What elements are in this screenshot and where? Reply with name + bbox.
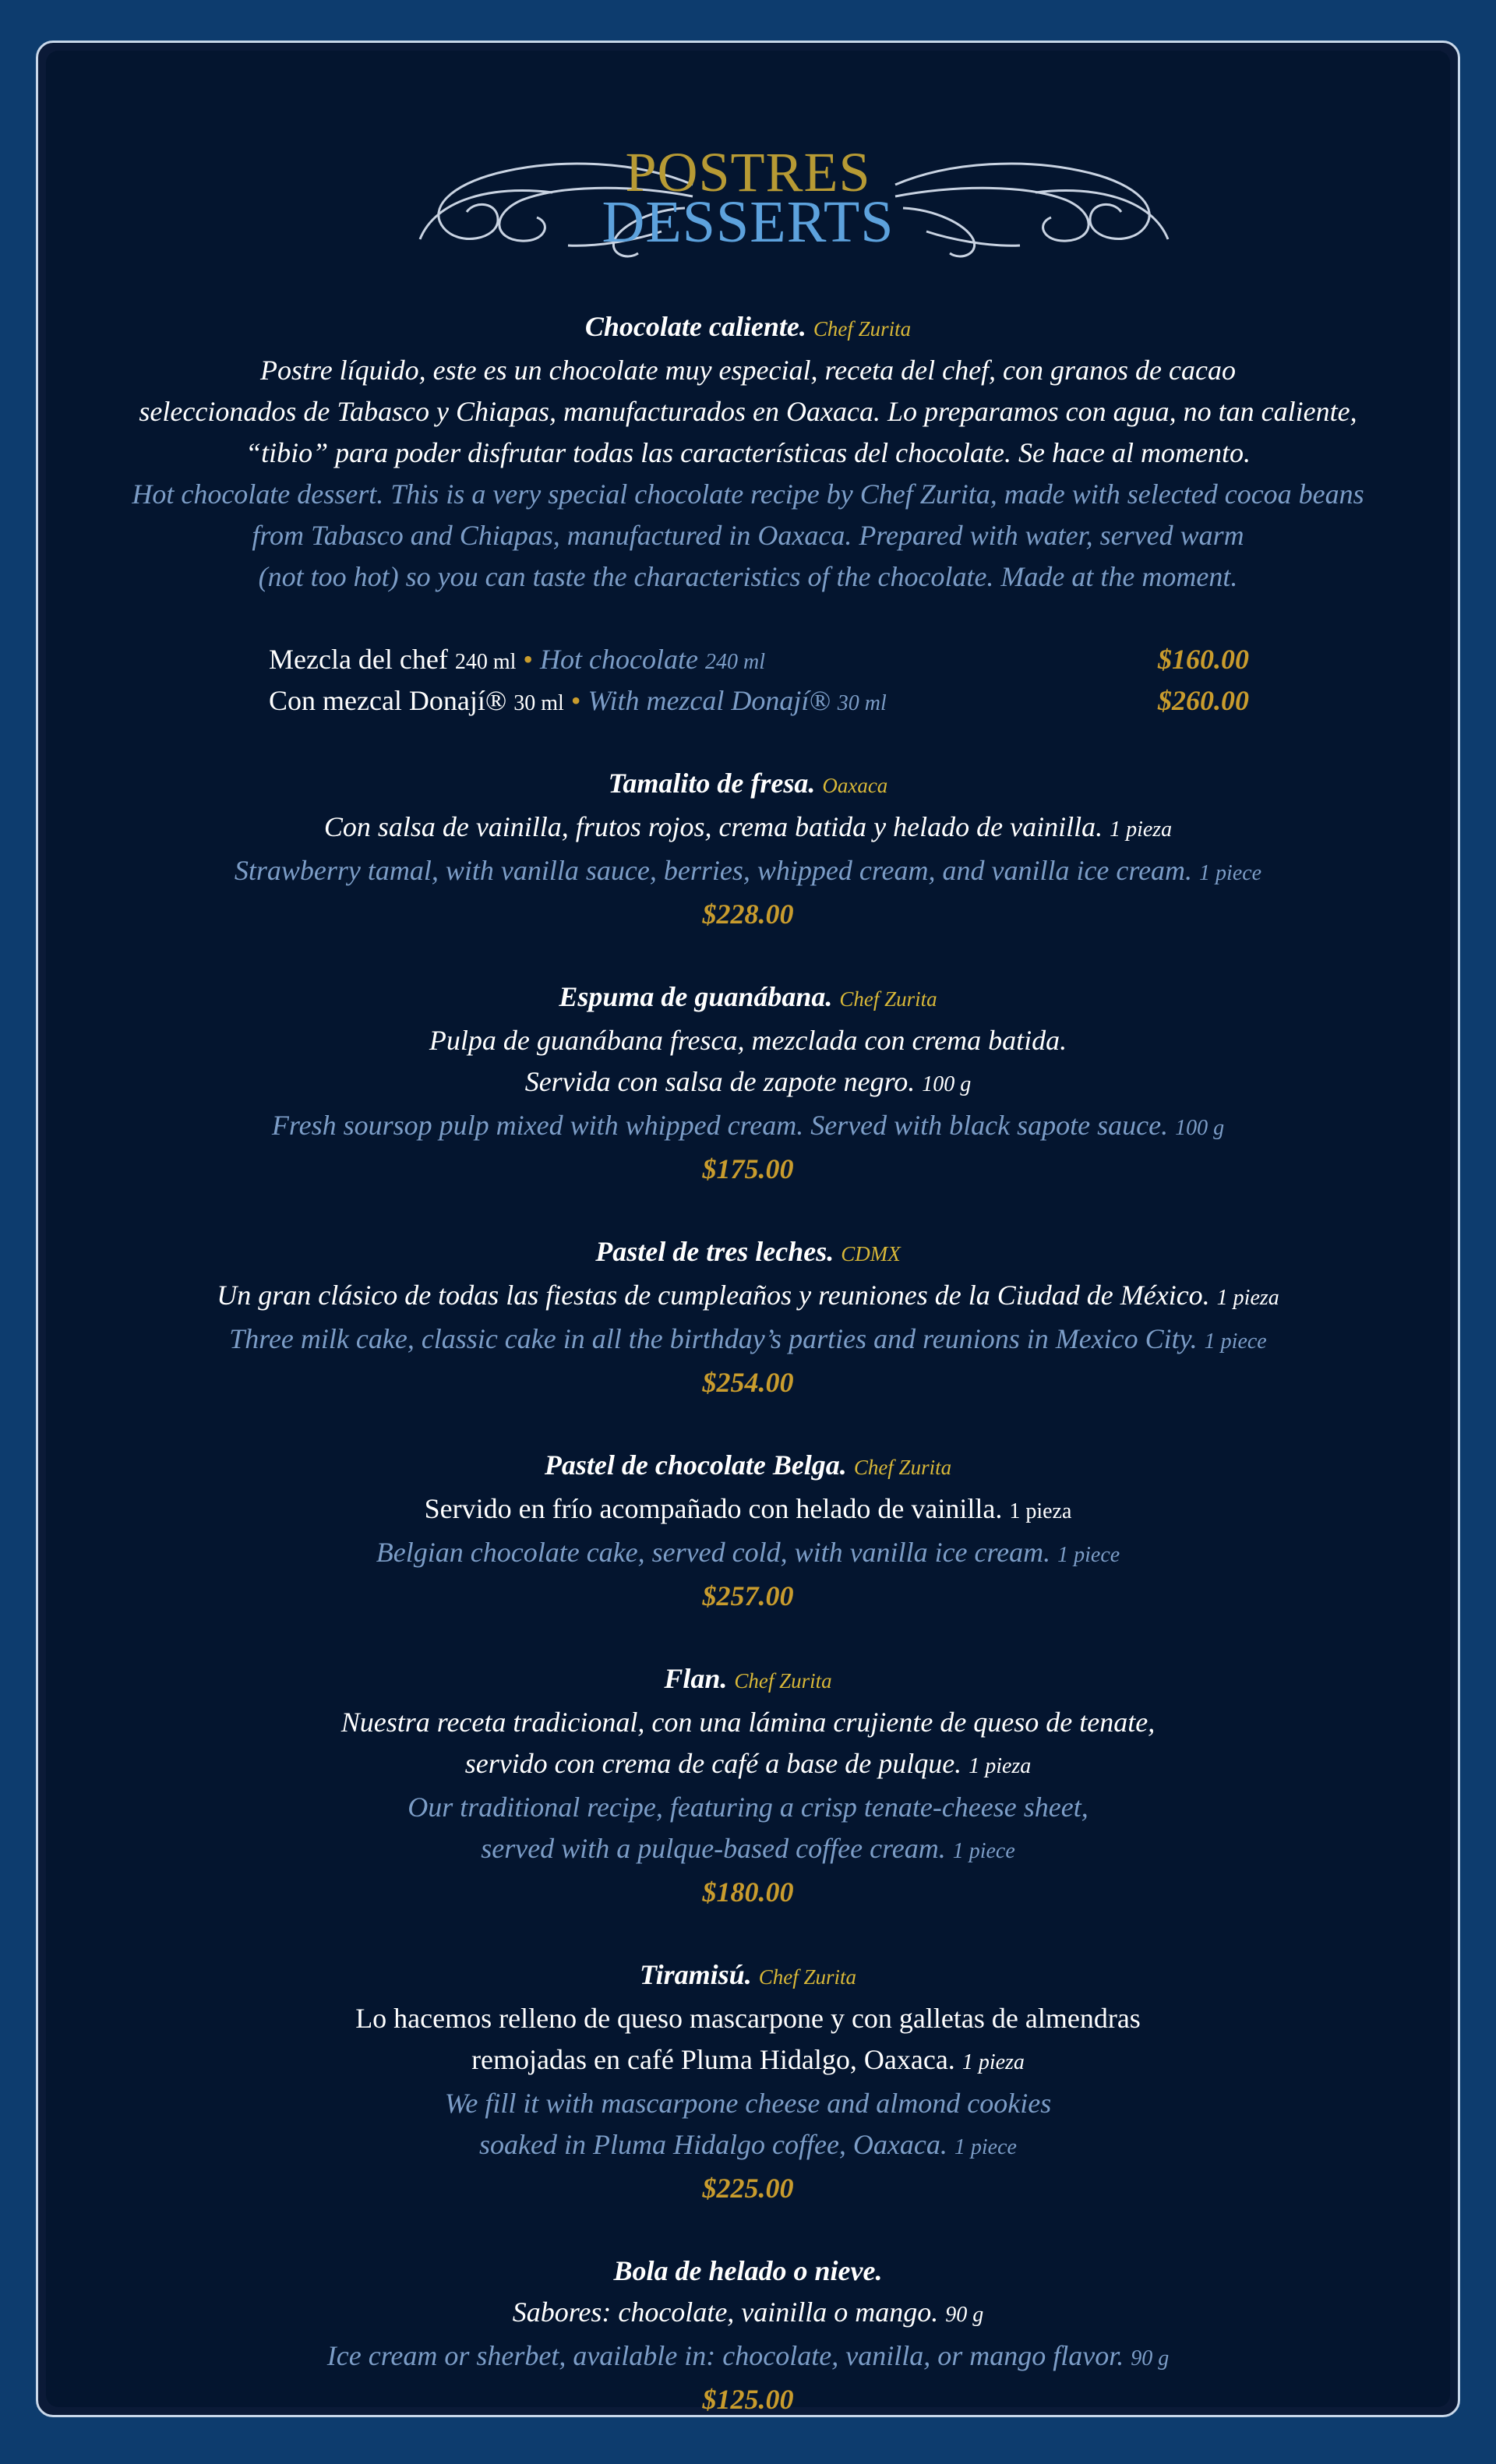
item-price: $228.00: [702, 898, 794, 930]
menu-header: [46, 99, 1450, 270]
menu-item: [46, 1658, 1450, 1913]
item-heading: [46, 1954, 1450, 1998]
variant-description: [269, 680, 887, 724]
item-price: $225.00: [702, 2173, 794, 2204]
portion-size: 1 piece: [952, 1839, 1015, 1863]
item-description-en: Hot chocolate dessert. This is a very special chocolate recipe by Chef Zurita, made with selected cocoa beans: [132, 478, 1364, 510]
item-heading: [46, 1231, 1450, 1275]
menu-item: [46, 1231, 1450, 1403]
item-description-en: [46, 2335, 1450, 2379]
item-description-en: [46, 1105, 1450, 1149]
item-description-es: [46, 2039, 1450, 2083]
item-heading: [46, 306, 1450, 350]
item-name: Espuma de guanábana.: [559, 981, 833, 1012]
description-text: soaked in Pluma Hidalgo coffee, Oaxaca.: [479, 2129, 947, 2160]
item-description-en: [46, 1532, 1450, 1576]
item-description-en: [46, 1828, 1450, 1872]
item-origin: CDMX: [841, 1242, 901, 1266]
item-price: $257.00: [702, 1580, 794, 1611]
description-text: servido con crema de café a base de pulque.: [464, 1748, 962, 1779]
item-heading: [46, 763, 1450, 807]
title-english: DESSERTS: [602, 189, 894, 255]
item-description-en: from Tabasco and Chiapas, manufactured in Oaxaca. Prepared with water, served warm: [252, 520, 1244, 551]
portion-size: 1 pieza: [1110, 817, 1173, 842]
description-text: Sabores: chocolate, vainilla o mango.: [512, 2296, 939, 2328]
portion-size: 1 pieza: [961, 2050, 1025, 2074]
item-description-en: [46, 850, 1450, 894]
item-heading: [46, 1658, 1450, 1702]
item-description-en: [46, 1318, 1450, 1362]
menu-item: [46, 306, 1450, 598]
item-origin: Chef Zurita: [758, 1965, 856, 1989]
variant-name-es: Mezcla del chef: [269, 644, 448, 675]
item-name: Pastel de chocolate Belga.: [544, 1449, 847, 1481]
item-name: Bola de helado o nieve.: [613, 2255, 883, 2286]
menu-item: [46, 976, 1450, 1190]
item-heading: [46, 976, 1450, 1020]
portion-size: 1 piece: [1199, 861, 1262, 885]
description-text: Belgian chocolate cake, served cold, with vanilla ice cream.: [376, 1537, 1051, 1568]
portion-size: 100 g: [922, 1072, 972, 1096]
variant-price: $160.00: [1158, 644, 1249, 675]
item-description-es: Lo hacemos relleno de queso mascarpone y con galletas de almendras: [355, 2003, 1141, 2034]
item-description-es: [46, 2292, 1450, 2335]
item-name: Chocolate caliente.: [584, 311, 806, 342]
item-description-es: [46, 1061, 1450, 1105]
description-text: Three milk cake, classic cake in all the birthday’s parties and reunions in Mexico City.: [229, 1323, 1198, 1354]
item-description-en: [46, 2124, 1450, 2168]
menu-frame: [36, 41, 1460, 2417]
item-origin: Chef Zurita: [839, 987, 937, 1011]
variant-unit-en: 30 ml: [837, 691, 887, 715]
item-description-es: Postre líquido, este es un chocolate muy especial, receta del chef, con granos de cacao: [260, 355, 1236, 386]
item-origin: Chef Zurita: [853, 1456, 952, 1479]
description-text: remojadas en café Pluma Hidalgo, Oaxaca.: [471, 2044, 955, 2075]
description-text: Strawberry tamal, with vanilla sauce, berries, whipped cream, and vanilla ice cream.: [234, 855, 1193, 886]
item-price: $180.00: [702, 1876, 794, 1908]
bullet-icon: •: [523, 644, 534, 675]
item-price: $254.00: [702, 1367, 794, 1398]
title-spanish: POSTRES: [625, 141, 871, 203]
menu-item: [46, 2250, 1450, 2420]
item-description-es: [46, 1275, 1450, 1318]
item-description-es: Nuestra receta tradicional, con una lámina crujiente de queso de tenate,: [340, 1707, 1156, 1738]
item-origin: Oaxaca: [822, 774, 888, 797]
item-description-es: [46, 1743, 1450, 1787]
portion-size: 1 piece: [1204, 1329, 1267, 1354]
item-description-es: [46, 807, 1450, 850]
item-description-es: Pulpa de guanábana fresca, mezclada con crema batida.: [429, 1025, 1067, 1056]
menu-item: [46, 1954, 1450, 2209]
item-name: Tiramisú.: [640, 1959, 752, 1990]
variant-row: [46, 680, 1450, 722]
description-text: Servido en frío acompañado con helado de vainilla.: [424, 1493, 1003, 1524]
variant-price: $260.00: [1158, 685, 1249, 716]
item-price: $125.00: [702, 2384, 794, 2415]
item-description-en: We fill it with mascarpone cheese and almond cookies: [444, 2088, 1052, 2119]
variant-description: [269, 639, 765, 683]
item-description-en: (not too hot) so you can taste the characteristics of the chocolate. Made at the moment.: [258, 561, 1238, 592]
item-name: Tamalito de fresa.: [608, 768, 816, 799]
portion-size: 1 piece: [954, 2135, 1017, 2159]
item-origin: Chef Zurita: [813, 317, 912, 341]
variant-row: [46, 639, 1450, 680]
item-price: $175.00: [702, 1153, 794, 1184]
menu-content: [46, 306, 1450, 2462]
description-text: Un gran clásico de todas las fiestas de cumpleaños y reuniones de la Ciudad de México.: [217, 1280, 1210, 1311]
description-text: Ice cream or sherbet, available in: chocolate, vanilla, or mango flavor.: [326, 2340, 1124, 2371]
item-name: Flan.: [664, 1663, 728, 1694]
portion-size: 1 pieza: [969, 1754, 1032, 1778]
variant-name-en: Hot chocolate: [540, 644, 698, 675]
menu-item: [46, 1445, 1450, 1617]
variant-unit-es: 240 ml: [454, 650, 517, 674]
item-description-es: [46, 1488, 1450, 1532]
portion-size: 1 piece: [1057, 1543, 1120, 1567]
menu-item: [46, 763, 1450, 935]
portion-size: 1 pieza: [1216, 1286, 1279, 1310]
description-text: Fresh soursop pulp mixed with whipped cream. Served with black sapote sauce.: [271, 1110, 1169, 1141]
bullet-icon: •: [570, 685, 581, 716]
portion-size: 90 g: [945, 2303, 984, 2327]
item-name: Pastel de tres leches.: [595, 1236, 834, 1267]
description-text: Servida con salsa de zapote negro.: [524, 1066, 916, 1097]
variant-name-en: With mezcal Donají®: [587, 685, 831, 716]
item-description-en: Our traditional recipe, featuring a crisp tenate-cheese sheet,: [408, 1792, 1088, 1823]
item-description-es: seleccionados de Tabasco y Chiapas, manufacturados en Oaxaca. Lo preparamos con agua, no tan caliente,: [139, 396, 1357, 427]
portion-size: 1 pieza: [1009, 1499, 1072, 1523]
variant-name-es: Con mezcal Donají®: [269, 685, 507, 716]
description-text: served with a pulque-based coffee cream.: [481, 1833, 946, 1864]
portion-size: 100 g: [1175, 1116, 1225, 1140]
variant-unit-es: 30 ml: [513, 691, 564, 715]
item-origin: Chef Zurita: [734, 1669, 832, 1693]
variant-unit-en: 240 ml: [704, 650, 765, 674]
item-heading: [46, 1445, 1450, 1488]
menu-panel: [46, 51, 1450, 2415]
portion-size: 90 g: [1131, 2346, 1170, 2370]
description-text: Con salsa de vainilla, frutos rojos, crema batida y helado de vainilla.: [323, 811, 1103, 842]
item-heading: [46, 2250, 1450, 2292]
item-description-es: “tibio” para poder disfrutar todas las características del chocolate. Se hace al momento.: [245, 437, 1251, 468]
item-variants: [46, 639, 1450, 722]
